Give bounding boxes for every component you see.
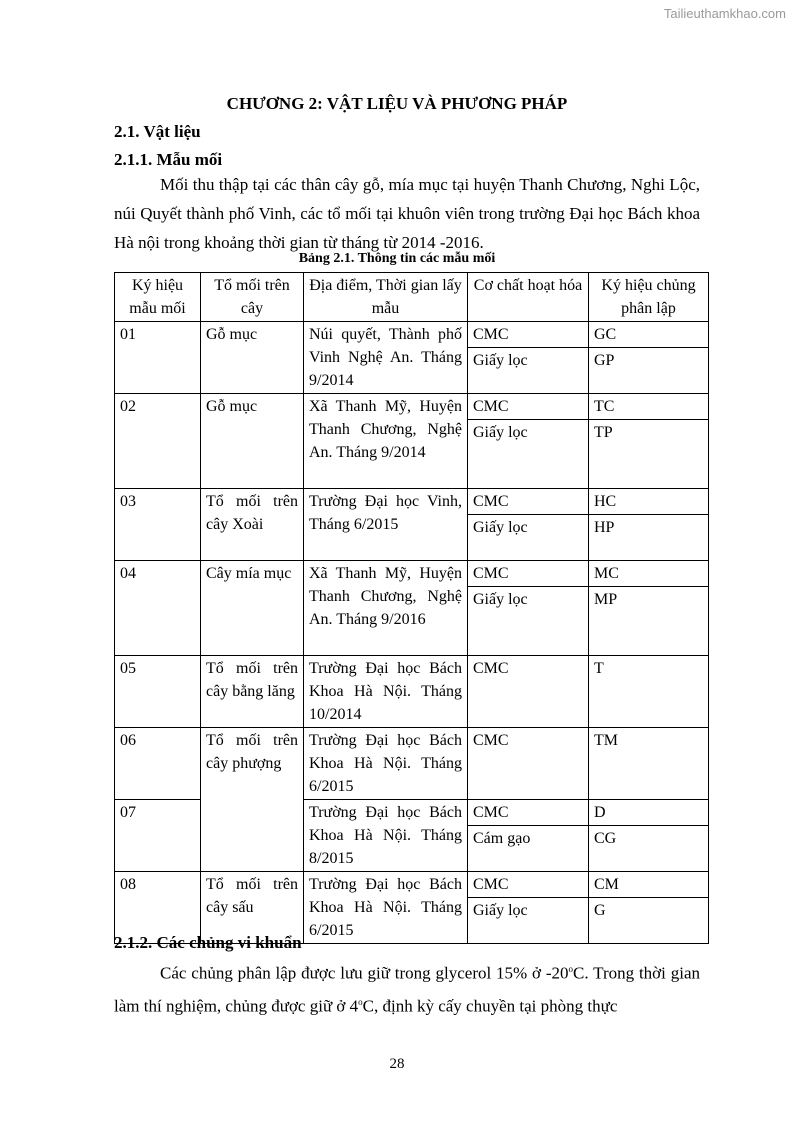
sample-id: 02 — [115, 394, 201, 489]
strain-code-cell: TP — [589, 420, 709, 489]
strain-code-cell: D — [589, 800, 709, 826]
table-caption: Bảng 2.1. Thông tin các mẫu mối — [298, 251, 496, 266]
strain-code-cell: GC — [589, 322, 709, 348]
header-cell: Ký hiệu mẫu mối — [115, 273, 201, 322]
strain-code-cell: TM — [589, 728, 709, 800]
watermark: Tailieuthamkhao.com — [663, 6, 786, 21]
place-cell: Trường Đại học Bách Khoa Hà Nội. Tháng 6/2015 — [304, 728, 468, 800]
section-heading-2-1-2: 2.1.2. Các chủng vi khuẩn — [114, 933, 302, 952]
nest-cell: Gỗ mục — [201, 394, 304, 489]
table-row — [115, 394, 709, 420]
substrate-cell: CMC — [468, 322, 589, 348]
degree-sign: o — [568, 964, 574, 974]
nest-cell: Tổ mối trên cây sấu — [201, 872, 304, 944]
sample-id: 06 — [115, 728, 201, 800]
table-row — [115, 561, 709, 587]
table-row — [115, 872, 709, 898]
substrate-cell: Cám gạo — [468, 826, 589, 872]
place-cell: Trường Đại học Bách Khoa Hà Nội. Tháng 6/2015 — [304, 872, 468, 944]
strain-code-cell: MC — [589, 561, 709, 587]
nest-cell: Gỗ mục — [201, 322, 304, 394]
substrate-cell: CMC — [468, 800, 589, 826]
paragraph-strains-text: C, định kỳ cấy chuyền tại phòng thực — [362, 996, 618, 1016]
place-cell: Núi quyết, Thành phố Vinh Nghệ An. Tháng 9/2014 — [304, 322, 468, 394]
strain-code-cell: HC — [589, 489, 709, 515]
sample-id: 05 — [115, 656, 201, 728]
substrate-cell: CMC — [468, 728, 589, 800]
table-row — [115, 489, 709, 515]
sample-id: 03 — [115, 489, 201, 561]
section-heading-2-1-1: 2.1.1. Mẫu mối — [114, 150, 223, 169]
substrate-cell: Giấy lọc — [468, 515, 589, 561]
header-cell: Địa điểm, Thời gian lấy mẫu — [304, 273, 468, 322]
strain-code-cell: G — [589, 898, 709, 944]
strain-code-cell: GP — [589, 348, 709, 394]
nest-cell: Tổ mối trên cây phượng — [201, 728, 304, 872]
substrate-cell: CMC — [468, 489, 589, 515]
paragraph-samples: Mối thu thập tại các thân cây gỗ, mía mục tại huyện Thanh Chương, Nghi Lộc, núi Quyết thành phố Vinh, các tổ mối tại khuôn viên trong trường Đại học Bách khoa Hà nội trong khoảng thời gian từ tháng từ 2014 -2016. — [114, 175, 700, 252]
strain-code-cell: CM — [589, 872, 709, 898]
strain-code-cell: MP — [589, 587, 709, 656]
section-heading-2-1: 2.1. Vật liệu — [114, 122, 201, 141]
place-cell: Xã Thanh Mỹ, Huyện Thanh Chương, Nghệ An. Tháng 9/2016 — [304, 561, 468, 656]
sample-id: 08 — [115, 872, 201, 944]
sample-id: 01 — [115, 322, 201, 394]
substrate-cell: CMC — [468, 394, 589, 420]
nest-cell: Tổ mối trên cây Xoài — [201, 489, 304, 561]
strain-code-cell: CG — [589, 826, 709, 872]
nest-cell: Cây mía mục — [201, 561, 304, 656]
strain-code-cell: HP — [589, 515, 709, 561]
place-cell: Trường Đại học Vinh, Tháng 6/2015 — [304, 489, 468, 561]
header-cell: Tổ mối trên cây — [201, 273, 304, 322]
sample-id: 04 — [115, 561, 201, 656]
substrate-cell: Giấy lọc — [468, 587, 589, 656]
strain-code-cell: T — [589, 656, 709, 728]
substrate-cell: CMC — [468, 656, 589, 728]
header-cell: Ký hiệu chủng phân lập — [589, 273, 709, 322]
place-cell: Trường Đại học Bách Khoa Hà Nội. Tháng 8/2015 — [304, 800, 468, 872]
strain-code-cell: TC — [589, 394, 709, 420]
substrate-cell: CMC — [468, 872, 589, 898]
page-number: 28 — [389, 1056, 405, 1072]
chapter-title: CHƯƠNG 2: VẬT LIỆU VÀ PHƯƠNG PHÁP — [226, 94, 568, 113]
samples-table — [114, 272, 709, 944]
substrate-cell: CMC — [468, 561, 589, 587]
nest-cell: Tổ mối trên cây bằng lăng — [201, 656, 304, 728]
place-cell: Xã Thanh Mỹ, Huyện Thanh Chương, Nghệ An. Tháng 9/2014 — [304, 394, 468, 489]
table-header-row — [115, 273, 709, 322]
paragraph-strains-text: Các chủng phân lập được lưu giữ trong glycerol 15% ở -20 — [160, 963, 569, 983]
table-row — [115, 656, 709, 728]
degree-sign: o — [358, 996, 363, 1007]
substrate-cell: Giấy lọc — [468, 898, 589, 944]
table-row — [115, 728, 709, 800]
table-row — [115, 322, 709, 348]
sample-id: 07 — [115, 800, 201, 872]
substrate-cell: Giấy lọc — [468, 348, 589, 394]
substrate-cell: Giấy lọc — [468, 420, 589, 489]
paragraph-strains — [114, 955, 700, 1020]
header-cell: Cơ chất hoạt hóa — [468, 273, 589, 322]
paragraph-strains-text: C. Trong thời gian làm thí nghiệm, chủng được giữ ở 4 — [114, 963, 700, 1016]
place-cell: Trường Đại học Bách Khoa Hà Nội. Tháng 10/2014 — [304, 656, 468, 728]
